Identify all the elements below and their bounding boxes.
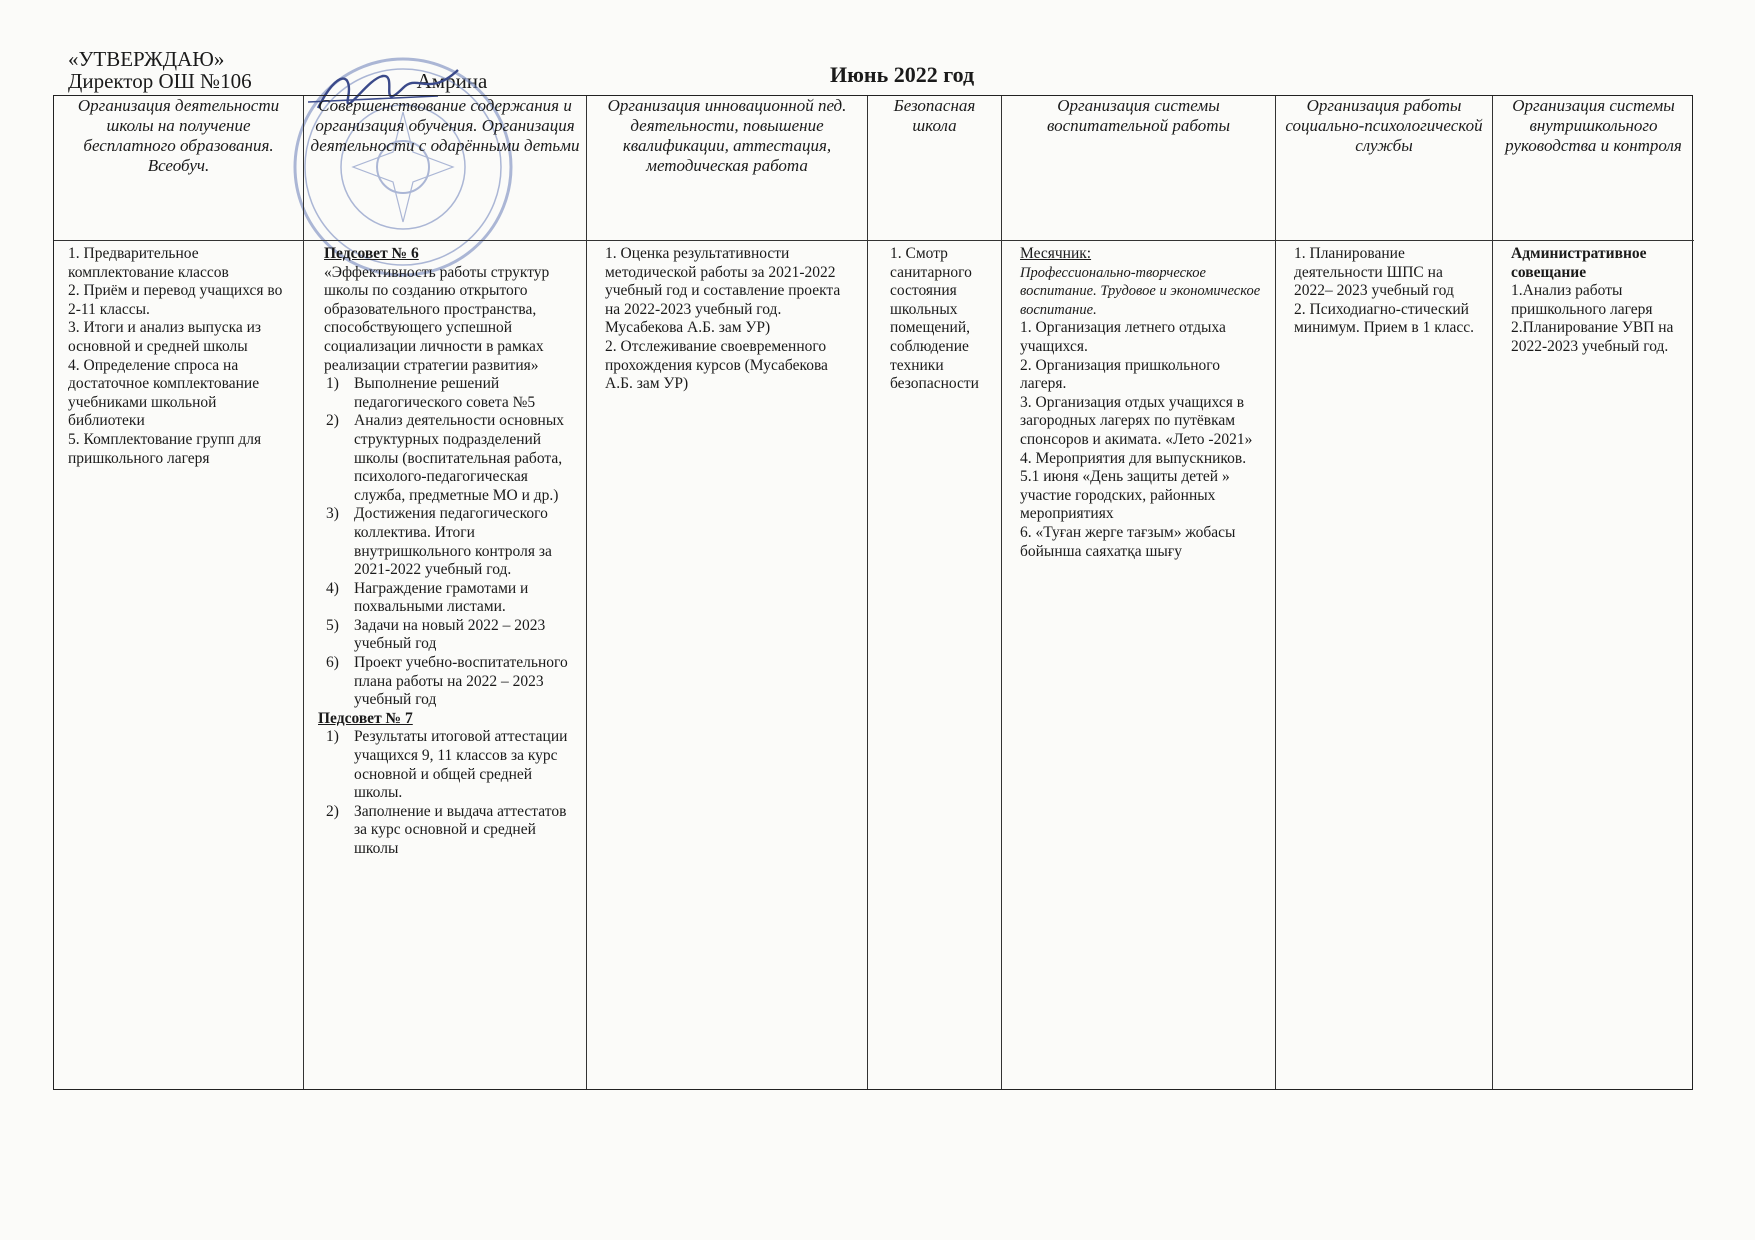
list-item: 1) Выполнение решений педагогического совета №5 xyxy=(326,375,536,411)
list-item: 4. Мероприятия для выпускников. xyxy=(1020,449,1247,467)
column-heading: Организация работы социально-психологической службы xyxy=(1276,96,1492,241)
list-item: 4) Награждение грамотами и похвальными листами. xyxy=(326,579,529,616)
page-title: Июнь 2022 год xyxy=(830,62,975,87)
list-item: 6) Проект учебно-воспитательного плана работы на 2022 – 2023 учебный год xyxy=(326,654,568,709)
list-item: 3. Организация отдых учащихся в загородных лагерях по путёвкам спонсоров и акимата. «Лето -2021» xyxy=(1020,393,1253,448)
list-item: 5.1 июня «День защиты детей » участие городских, районных мероприятиях xyxy=(1020,468,1230,523)
list-item: 1. Оценка результативности методической работы за 2021-2022 учебный год и составление проекта на 2022-2023 учебный год. Мусабекова А.Б. зам УР) xyxy=(605,245,841,337)
director-label: Директор ОШ №106 xyxy=(68,69,252,93)
column-heading: Организация системы внутришкольного руководства и контроля xyxy=(1493,96,1694,241)
pedsovet-6-list xyxy=(324,375,578,710)
list-item: 1. Организация летнего отдыха учащихся. xyxy=(1020,319,1226,355)
list-item: 4. Определение спроса на достаточное комплектование учебниками школьной библиотеки xyxy=(68,356,260,430)
column-teaching-improvement xyxy=(304,96,587,1089)
list-item: 2. Организация пришкольного лагеря. xyxy=(1020,356,1221,393)
pedsovet-7-list xyxy=(324,728,578,858)
pedsovet-6-theme: «Эффективность работы структур школы по созданию открытого образовательного пространства, способствующего успешной социализации личности в рамках реализации стратегии развития» xyxy=(324,263,550,374)
pedsovet-7-title: Педсовет № 7 xyxy=(318,709,413,727)
list-item: 1) Результаты итоговой аттестации учащихся 9, 11 классов за курс основной и общей средней школы. xyxy=(326,728,568,802)
list-item: 3. Итоги и анализ выпуска из основной и средней школы xyxy=(68,319,262,355)
plan-table xyxy=(53,95,1693,1090)
column-heading: Безопасная школа xyxy=(868,96,1001,241)
column-methodical-work xyxy=(587,96,868,1089)
list-item: 2. Психодиагно-стический минимум. Прием в 1 класс. xyxy=(1294,300,1475,337)
list-item: 6. «Туған жерге тағзым» жобасы бойынша саяхатқа шығу xyxy=(1020,523,1236,560)
list-item: 2) Заполнение и выдача аттестатов за курс основной и средней школы xyxy=(326,802,567,857)
column-universal-education xyxy=(54,96,304,1089)
column-heading: Совершенствование содержания и организация обучения. Организация деятельности с одарёнными детьми xyxy=(304,96,586,241)
column-safe-school xyxy=(868,96,1002,1089)
column-educational-work xyxy=(1002,96,1276,1089)
approve-label: «УТВЕРЖДАЮ» xyxy=(68,47,225,71)
list-item: 5. Комплектование групп для пришкольного лагеря xyxy=(68,430,262,467)
director-name: Амрина xyxy=(416,69,488,93)
list-item: 2) Анализ деятельности основных структурных подразделений школы (воспитательная работа, психолого-педагогическая служба, предметные МО и др.) xyxy=(326,412,564,504)
admin-meeting-title: Административное совещание xyxy=(1511,245,1647,281)
list-item: 1. Смотр санитарного состояния школьных помещений, соблюдение техники безопасности xyxy=(890,245,979,393)
list-item: 3) Достижения педагогического коллектива. Итоги внутришкольного контроля за 2021-2022 учебный год. xyxy=(326,505,552,579)
month-theme: Профессионально-творческое воспитание. Трудовое и экономическое воспитание. xyxy=(1020,264,1261,318)
list-item: 2. Отслеживание своевременного прохождения курсов (Мусабекова А.Б. зам УР) xyxy=(605,337,828,393)
column-heading: Организация системы воспитательной работы xyxy=(1002,96,1275,241)
column-heading: Организация инновационной пед. деятельности, повышение квалификации, аттестация, методическая работа xyxy=(587,96,867,241)
column-social-psychological-service xyxy=(1276,96,1493,1089)
list-item: 1. Предварительное комплектование классов xyxy=(68,245,229,281)
column-internal-control xyxy=(1493,96,1694,1089)
column-heading: Организация деятельности школы на получение бесплатного образования. Всеобуч. xyxy=(54,96,303,241)
list-item: 5) Задачи на новый 2022 – 2023 учебный год xyxy=(326,616,546,653)
month-label: Месячник: xyxy=(1020,245,1092,262)
list-item: 1.Анализ работы пришкольного лагеря xyxy=(1511,282,1653,318)
list-item: 2. Приём и перевод учащихся во 2-11 классы. xyxy=(68,282,283,318)
pedsovet-6-title: Педсовет № 6 xyxy=(324,245,419,262)
list-item: 2.Планирование УВП на 2022-2023 учебный год. xyxy=(1511,319,1674,355)
list-item: 1. Планирование деятельности ШПС на 2022– 2023 учебный год xyxy=(1294,245,1454,300)
